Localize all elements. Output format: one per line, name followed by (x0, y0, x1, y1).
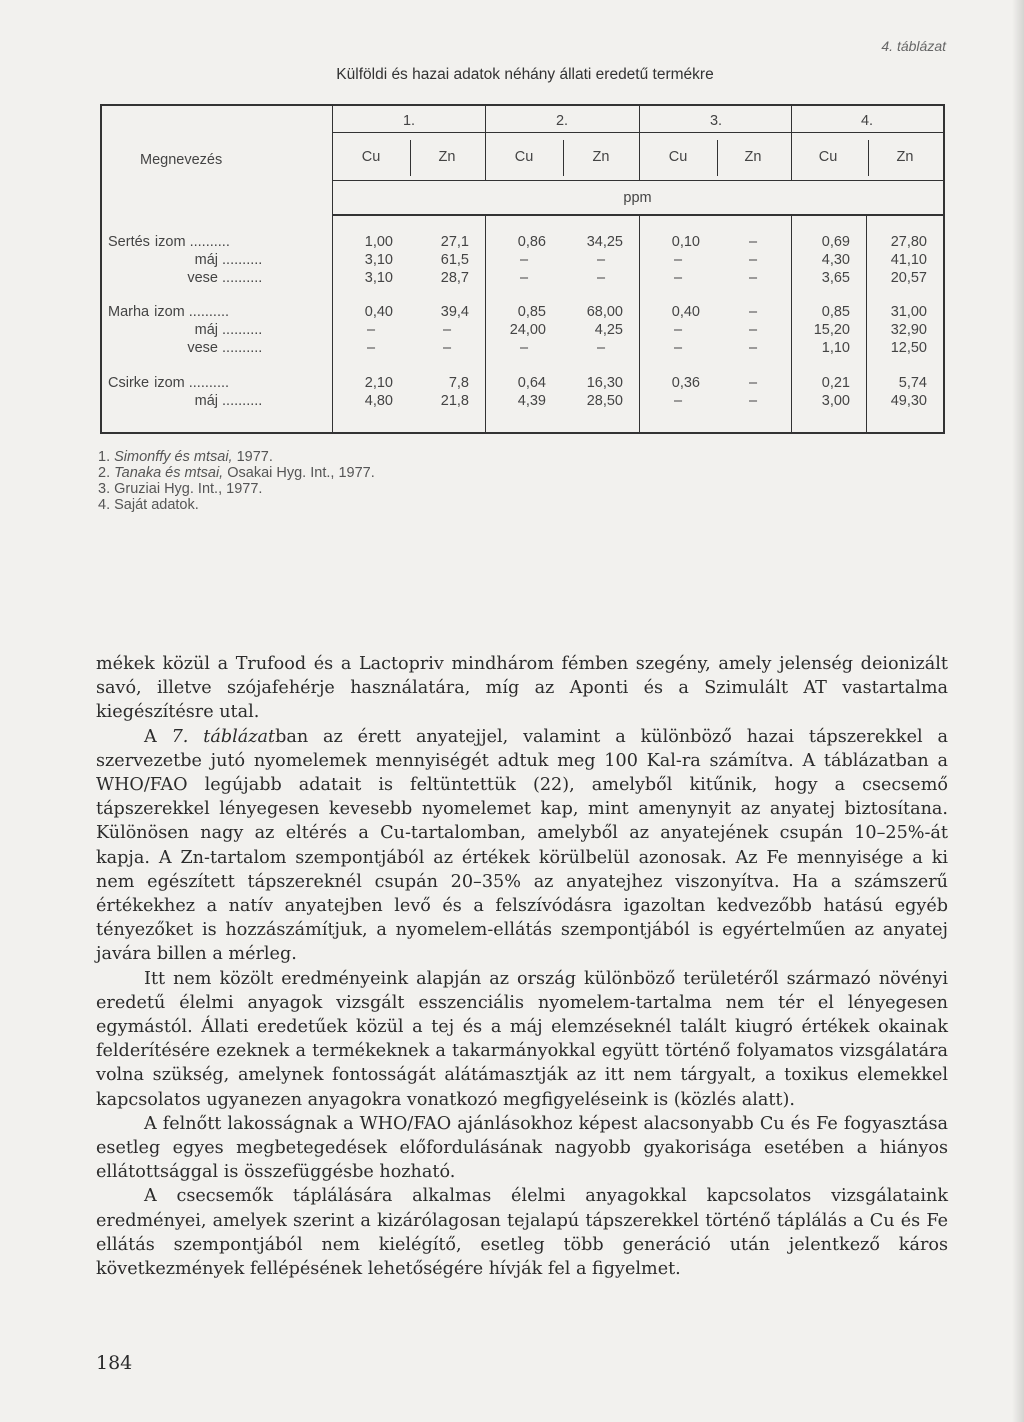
table-cell: – (596, 252, 606, 268)
table-cell: – (748, 340, 758, 356)
sub-header-7: Cu (818, 149, 838, 165)
table-cell: – (748, 393, 758, 409)
sub-header-1: Cu (361, 149, 381, 165)
table-cell: 7,8 (448, 375, 469, 391)
table-footnotes (98, 449, 375, 513)
group-header-1: 1. (402, 113, 416, 129)
sub-header-4: Zn (592, 149, 610, 165)
footnote-number: 3. (98, 481, 115, 497)
footnote (98, 481, 375, 497)
table-cell: 28,50 (586, 393, 623, 409)
table-cell: 12,50 (890, 340, 927, 356)
table-cell: 16,30 (586, 375, 623, 391)
leader-dots: .......... (218, 340, 263, 356)
sub-header-2: Zn (438, 149, 456, 165)
table-cell: 4,30 (821, 252, 850, 268)
table-cell: – (748, 304, 758, 320)
leader-dots: .......... (185, 234, 230, 250)
data-table (100, 104, 945, 434)
paragraph-text: Itt nem közölt eredményeink alapján az ország különböző területéről származó növényi eredetű élelmi anyagok vizsgált esszenciális nyomelem-tartalma nem tér el lényegesen egymástól. Állati eredetűek közül a tej és a máj elemzéseknél talált kiugró értékek okainak felderítésére ezeknek a termékeknek a takarmányokkal együtt történő folyamatos vizsgálatára volna szükség, amelynek fontosságát alátámasztják az itt nem tárgyalt, a toxikus elemekkel kapcsolatos ugyanezen anyagokra vonatkozó megfigyeléseink is (közlés alatt). (96, 968, 948, 1110)
table-cell: 28,7 (440, 270, 469, 286)
table-cell: – (673, 252, 683, 268)
footnote-source: Osakai Hyg. Int., 1977. (223, 465, 375, 481)
paragraph-text: A csecsemők táplálására alkalmas élelmi anyagokkal kapcsolatos vizsgálataink eredményei, amelyek szerint a kizárólagosan tejalapú tápszerekkel történő táplálás a Cu és Fe ellátás szempontjából nem kielégítő, esetleg több generáció után jelentkező káros következmények fellépésének lehetőségére hívják fel a figyelmet. (96, 1186, 948, 1280)
row-organ: izom (154, 234, 186, 250)
table-title: Külföldi és hazai adatok néhány állati eredetű termékre (336, 66, 714, 83)
leader-dots: .......... (218, 322, 263, 338)
table-cell: – (442, 322, 452, 338)
table-cell: – (748, 375, 758, 391)
table-right-rule (943, 104, 945, 434)
table-cell: – (366, 340, 376, 356)
table-cell: 5,74 (898, 375, 927, 391)
footnote (98, 465, 375, 481)
footnote-authors: Tanaka és mtsai, (114, 465, 224, 481)
table-cell: – (673, 340, 683, 356)
sub-rule-4 (868, 140, 869, 176)
table-cell: 2,10 (364, 375, 393, 391)
table-cell: – (673, 393, 683, 409)
table-cell: 34,25 (586, 234, 623, 250)
table-number-label: 4. táblázat (881, 38, 946, 54)
table-cell: 21,8 (440, 393, 469, 409)
sub-header-8: Zn (896, 149, 914, 165)
row-label (100, 340, 320, 356)
table-cell: – (748, 234, 758, 250)
row-animal: Marha (108, 304, 150, 320)
table-cell: – (442, 340, 452, 356)
table-cell: – (519, 340, 529, 356)
footnote-source: 1977. (232, 449, 273, 465)
row-organ: vese (187, 270, 218, 286)
table-cell: – (596, 340, 606, 356)
sub-header-5: Cu (668, 149, 688, 165)
group-rule-3 (791, 104, 792, 180)
table-cell: 1,10 (821, 340, 850, 356)
row-organ: izom (154, 304, 185, 320)
footnote-source: Saját adatok. (114, 497, 199, 513)
group-header-4: 4. (860, 113, 874, 129)
row-animal: Csirke (108, 375, 150, 391)
page-edge-shadow (1012, 0, 1024, 1422)
table-cell: – (673, 322, 683, 338)
row-label (100, 252, 320, 268)
row-animal: Sertés (108, 234, 150, 250)
corner-header: Megnevezés (140, 152, 223, 168)
body-paragraph (96, 1184, 948, 1281)
table-cell: 0,85 (821, 304, 850, 320)
table-cell: 49,30 (890, 393, 927, 409)
leader-dots: .......... (218, 393, 263, 409)
row-organ: máj (194, 322, 218, 338)
body-text (96, 652, 948, 1281)
footnote (98, 449, 375, 465)
group-header-rule (332, 132, 943, 133)
sub-rule-1 (410, 140, 411, 176)
paragraph-text: A (144, 726, 172, 747)
group-header-2: 2. (555, 113, 569, 129)
table-cell: 0,21 (821, 375, 850, 391)
row-label (100, 322, 320, 338)
sub-header-rule (332, 180, 943, 181)
row-organ: máj (194, 252, 218, 268)
table-cell: 0,85 (517, 304, 546, 320)
table-cell: 27,80 (890, 234, 927, 250)
table-cell: 68,00 (586, 304, 623, 320)
table-reference: 7. táblázat (171, 726, 276, 747)
body-paragraph (96, 1112, 948, 1185)
row-label (100, 393, 320, 409)
table-cell: 41,10 (890, 252, 927, 268)
table-cell: 3,10 (364, 252, 393, 268)
table-cell: 15,20 (813, 322, 850, 338)
footnote-number: 4. (98, 497, 115, 513)
table-cell: 32,90 (890, 322, 927, 338)
table-cell: – (748, 270, 758, 286)
body-paragraph (96, 652, 948, 725)
table-cell: – (519, 252, 529, 268)
table-cell: 3,65 (821, 270, 850, 286)
paragraph-text: mékek közül a Trufood és a Lactopriv mindhárom fémben szegény, amely jelenség deionizált savó, illetve szójafehérje használatára, míg az Aponti és a Szimulált AT vastartalma kiegészítésre utal. (96, 654, 948, 723)
table-cell: 3,00 (821, 393, 850, 409)
unit-header: ppm (623, 190, 652, 206)
table-cell: 4,80 (364, 393, 393, 409)
leader-dots: .......... (218, 252, 263, 268)
table-cell: 4,39 (517, 393, 546, 409)
footnote-authors: Simonffy és mtsai, (114, 449, 233, 465)
table-bottom-rule (100, 432, 945, 434)
table-cell: 27,1 (440, 234, 469, 250)
sub-header-6: Zn (744, 149, 762, 165)
table-cell: 0,69 (821, 234, 850, 250)
leader-dots: .......... (184, 375, 230, 391)
group-header-3: 3. (709, 113, 723, 129)
row-label (100, 304, 320, 320)
table-cell: 61,5 (440, 252, 469, 268)
header-bottom-rule (332, 214, 943, 216)
row-label (100, 270, 320, 286)
footnote-number: 1. (98, 449, 115, 465)
table-cell: 0,64 (517, 375, 546, 391)
leader-dots: .......... (184, 304, 230, 320)
table-cell: 0,10 (671, 234, 700, 250)
table-cell: 4,25 (594, 322, 623, 338)
table-cell: – (519, 270, 529, 286)
sub-header-3: Cu (514, 149, 534, 165)
table-cell: – (748, 252, 758, 268)
table-cell: 1,00 (364, 234, 393, 250)
group-rule-1 (485, 104, 486, 180)
paragraph-text: A felnőtt lakosságnak a WHO/FAO ajánlásokhoz képest alacsonyabb Cu és Fe fogyasztása esetleg egyes megbetegedések előfordulásának nagyobb gyakorisága esetében a hiányos ellátottsággal is összefüggésbe hozható. (96, 1113, 948, 1183)
footnote (98, 497, 375, 513)
table-cell: 20,57 (890, 270, 927, 286)
group-rule-2 (639, 104, 640, 180)
table-cell: 0,40 (364, 304, 393, 320)
row-organ: máj (194, 393, 218, 409)
footnote-source: Gruziai Hyg. Int., 1977. (114, 481, 263, 497)
table-cell: – (366, 322, 376, 338)
table-cell: 31,00 (890, 304, 927, 320)
table-cell: 0,36 (671, 375, 700, 391)
footnote-number: 2. (98, 465, 115, 481)
table-cell: 3,10 (364, 270, 393, 286)
table-cell: 0,86 (517, 234, 546, 250)
row-label (100, 234, 320, 250)
sub-rule-2 (563, 140, 564, 176)
table-cell: 0,40 (671, 304, 700, 320)
body-paragraph (96, 967, 948, 1112)
leader-dots: .......... (218, 270, 263, 286)
row-label (100, 375, 320, 391)
table-cell: 39,4 (440, 304, 469, 320)
paragraph-text: ban az érett anyatejjel, valamint a különböző hazai tápszerekkel a szervezetbe jutó nyomelemek mennyiségét adtuk meg 100 Kal-ra számítva. A táblázatban a WHO/FAO legújabb adatait is feltüntettük (22), amelyből kitűnik, hogy a csecsemő tápszerekkel lényegesen kevesebb nyomelemet kap, mint amenynyit az anyatej biztosítana. Különösen nagy az eltérés a Cu-tartalomban, amelyből az anyatejének csupán 10–25%-át kapja. A Zn-tartalom szempontjából az értékek körülbelül azonosak. Az Fe mennyisége a ki nem egészített tápszereknél csupán 20–35% az anyatejhez viszonyítva. Ha a számszerű értékekhez a natív anyatejben levő és a felszívódásra igazoltan kedvezőbb hatású egyéb tényezőket is hozzászámítjuk, a nyomelem-ellátás szempontjából is egyértelműen az anyatej javára billen a mérleg. (96, 726, 948, 965)
table-cell: – (748, 322, 758, 338)
body-paragraph (96, 725, 948, 967)
table-cell: – (596, 270, 606, 286)
row-organ: vese (187, 340, 218, 356)
table-top-rule (100, 104, 945, 106)
table-cell: – (673, 270, 683, 286)
table-cell: 24,00 (509, 322, 546, 338)
row-organ: izom (154, 375, 185, 391)
page-number: 184 (96, 1352, 133, 1374)
